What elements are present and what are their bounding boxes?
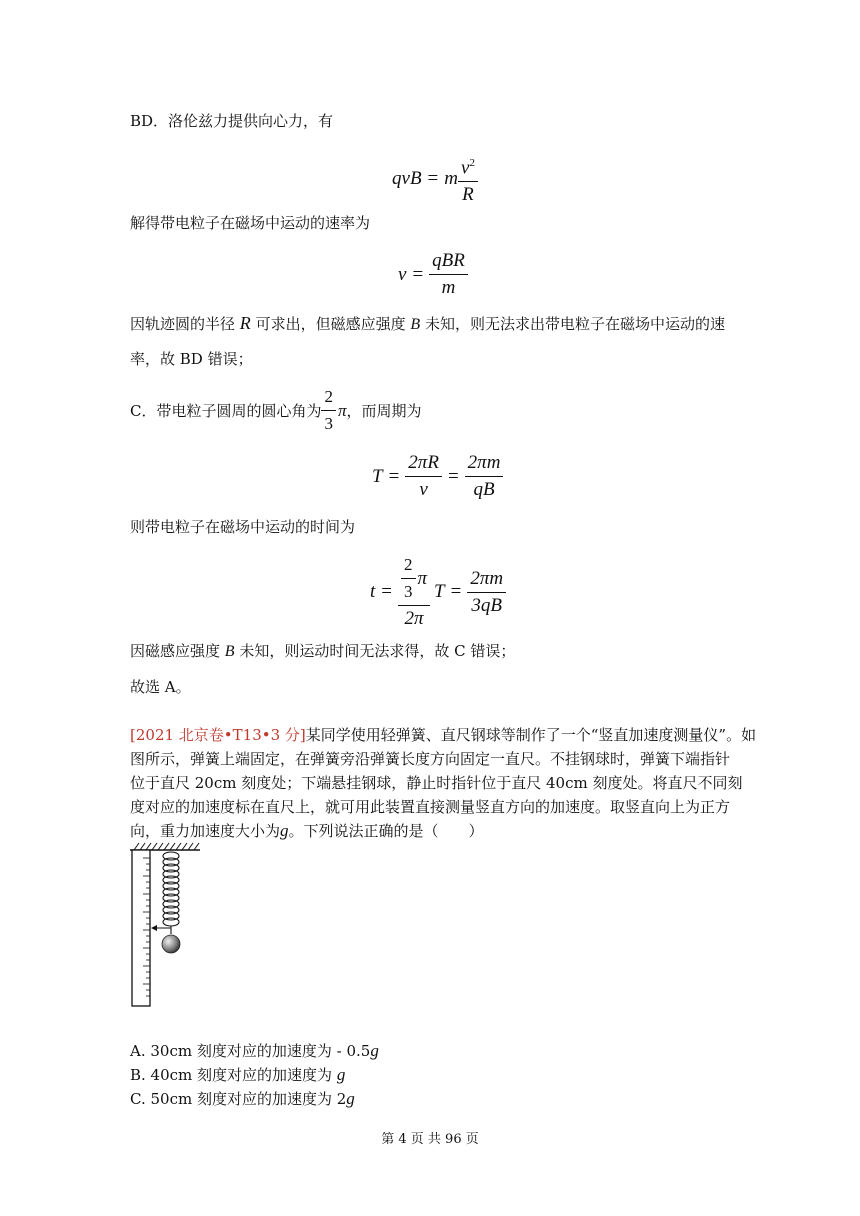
- eq3-fraction-2: $\frac{2\pi m}{qB}$: [465, 452, 504, 501]
- question-stem-line-1: [2021 北京卷•T13•3 分]某同学使用轻弹簧、直尺钢球等制作了一个“竖直加速度测量仪”。如: [130, 726, 757, 744]
- equation-period: T = $\frac{2\pi R}{v}$ = $\frac{2\pi m}{qB}$: [372, 452, 503, 501]
- question-stem-line-2: 图所示，弹簧上端固定，在弹簧旁沿弹簧长度方向固定一直尺。不挂钢球时，弹簧下端指针: [130, 750, 731, 768]
- solve-speed-text: 解得带电粒子在磁场中运动的速率为: [130, 214, 371, 232]
- equation-time: t = $\frac{2}{3}$ π 2π T = $\frac{2\pi m}{3qB}$: [370, 554, 506, 630]
- choose-answer-text: 故选 A。: [130, 678, 191, 696]
- eq4-compound-fraction: $\frac{2}{3}$ π 2π: [398, 554, 430, 630]
- eq4-lhs: t: [370, 581, 376, 602]
- eq3-fraction-1: $\frac{2\pi R}{v}$: [405, 452, 442, 501]
- spring-ruler-figure: [126, 840, 206, 1010]
- equation-lorentz-centripetal: [392, 152, 478, 206]
- radius-line-1: 因轨迹圆的半径 R 可求出，但磁感应强度 B 未知，则无法求出带电粒子在磁场中运动的速: [130, 313, 725, 333]
- eq1-lhs: qvB: [392, 168, 422, 190]
- pointer-arrow: [151, 925, 157, 931]
- option-a: A. 30cm 刻度对应的加速度为 - 0.5g: [130, 1041, 379, 1060]
- time-intro-text: 则带电粒子在磁场中运动的时间为: [130, 518, 356, 536]
- question-source-tag: [2021 北京卷•T13•3 分]: [130, 726, 306, 744]
- eq2-fraction: [429, 250, 468, 299]
- question-stem-line-3: 位于直尺 20cm 刻度处；下端悬挂钢球，静止时指针位于直尺 40cm 刻度处。将直尺不同刻: [130, 774, 743, 792]
- ruler: [132, 850, 150, 1006]
- eq2-equals: =: [412, 263, 424, 285]
- eq2-lhs: v: [398, 263, 407, 285]
- steel-ball: [162, 935, 180, 953]
- angle-fraction: $\frac{2}{3}$: [321, 386, 336, 435]
- eq1-numerator: $v^2$: [458, 152, 478, 182]
- radius-line-2: 率，故 BD 错误；: [130, 350, 253, 368]
- eq2-numerator: qBR: [429, 250, 468, 275]
- spring-coils: [163, 852, 179, 926]
- eq1-denominator: R: [462, 184, 474, 206]
- page-footer: 第 4 页 共 96 页: [381, 1132, 479, 1147]
- option-b: B. 40cm 刻度对应的加速度为 g: [130, 1065, 346, 1084]
- eq3-lhs: T: [372, 465, 383, 487]
- equation-speed: [398, 250, 468, 299]
- eq1-equals: =: [427, 168, 439, 190]
- ceiling-hatch: [134, 843, 199, 850]
- bd-intro-text: BD．洛伦兹力提供向心力，有: [130, 112, 334, 130]
- question-stem-line-5: 向，重力加速度大小为g。下列说法正确的是（ ）: [130, 821, 484, 840]
- c-wrong-line: 因磁感应强度 B 未知，则运动时间无法求得，故 C 错误；: [130, 642, 516, 660]
- eq1-mass: m: [444, 168, 458, 190]
- eq1-fraction: [458, 152, 478, 206]
- eq2-denominator: m: [441, 277, 456, 298]
- eq4-fraction-2: $\frac{2\pi m}{3qB}$: [467, 568, 506, 617]
- c-intro-line: C．带电粒子圆周的圆心角为 $\frac{2}{3}$ π ，而周期为: [130, 387, 422, 433]
- option-c: C. 50cm 刻度对应的加速度为 2g: [130, 1089, 355, 1108]
- question-stem-line-4: 度对应的加速度标在直尺上，就可用此装置直接测量竖直方向的加速度。取竖直向上为正方: [130, 798, 731, 816]
